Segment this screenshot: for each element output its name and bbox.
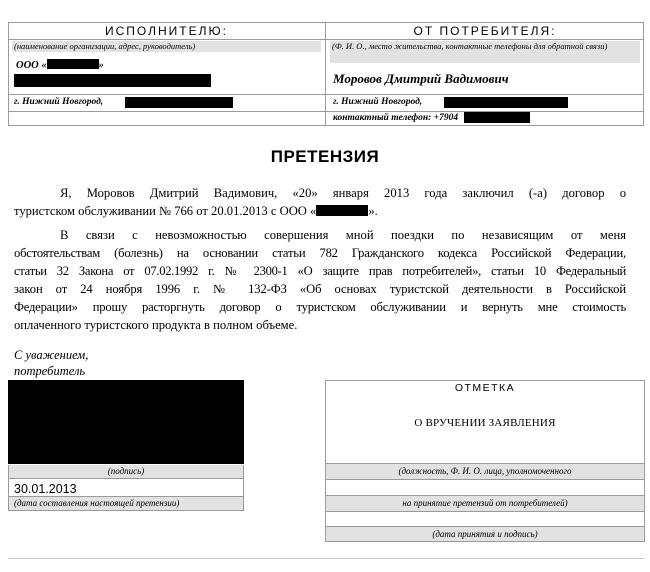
consumer-heading: ОТ ПОТРЕБИТЕЛЯ: xyxy=(413,24,557,38)
mark-caption-authority: на принятие претензий от потребителей) xyxy=(326,496,644,511)
redacted-consumer-address xyxy=(444,97,568,108)
mark-subtitle: О ВРУЧЕНИИ ЗАЯВЛЕНИЯ xyxy=(414,417,556,429)
consumer-name: Моровов Дмитрий Вадимович xyxy=(333,71,509,86)
receipt-mark-box xyxy=(325,380,645,542)
paragraph-2-line-5: Федерации» прошу расторгнуть договор о туристском обслуживании и вернуть мне стоимость xyxy=(14,300,626,314)
paragraph-1-line-1: Я, Моровов Дмитрий Вадимович, «20» января 2013 года заключил (-а) договор о xyxy=(60,186,626,200)
redacted-signature xyxy=(8,380,244,464)
redacted-tour-operator xyxy=(316,205,368,216)
mark-caption-date: (дата принятия и подпись) xyxy=(326,527,644,541)
paragraph-2-line-3: статьи 32 Закона от 07.02.1992 г. № 2300-1 «О защите прав потребителей», статьи 10 Федеральный xyxy=(14,264,626,278)
paragraph-2-line-2: обстоятельствам (болезнь) на основании статьи 782 Гражданского кодекса Российской Федерации, xyxy=(14,246,626,260)
executor-org: ООО « » xyxy=(16,60,104,71)
executor-city: г. Нижний Новгород, xyxy=(14,97,104,107)
paragraph-1-line-2: туристском обслуживании № 766 от 20.01.2013 с ООО « ». xyxy=(14,204,378,218)
closing-consumer: потребитель xyxy=(14,364,86,378)
consumer-phone: контактный телефон: +7904 xyxy=(333,113,459,123)
mark-caption-position: (должность, Ф. И. О. лица, уполномоченного xyxy=(326,464,644,479)
redacted-org-name xyxy=(47,59,99,69)
closing-regards: С уважением, xyxy=(14,348,89,362)
consumer-city: г. Нижний Новгород, xyxy=(333,97,423,107)
consumer-hint: (Ф. И. О., место жительства, контактные телефоны для обратной связи) xyxy=(330,41,640,63)
mark-title: ОТМЕТКА xyxy=(454,382,516,394)
executor-heading: ИСПОЛНИТЕЛЮ: xyxy=(105,24,228,38)
paragraph-2-line-6: оплаченного туристского продукта в полном объеме. xyxy=(14,318,298,332)
redacted-executor-address xyxy=(125,97,233,108)
paragraph-2-line-1: В связи с невозможностью совершения мной поездки по независящим от меня xyxy=(60,228,626,242)
document-title: ПРЕТЕНЗИЯ xyxy=(270,147,380,166)
paragraph-2-line-4: закон от 24 ноября 1996 г. № 132-ФЗ «Об основах туристской деятельности в Российской xyxy=(14,282,626,296)
executor-hint: (наименование организации, адрес, руководитель) xyxy=(12,41,321,52)
redacted-executor-details xyxy=(14,74,211,87)
redacted-consumer-phone xyxy=(464,112,530,123)
page-bottom-rule xyxy=(8,558,644,559)
signature-date-caption: (дата составления настоящей претензии) xyxy=(8,497,244,510)
signature-date: 30.01.2013 xyxy=(14,482,77,496)
signature-caption: (подпись) xyxy=(8,465,244,478)
